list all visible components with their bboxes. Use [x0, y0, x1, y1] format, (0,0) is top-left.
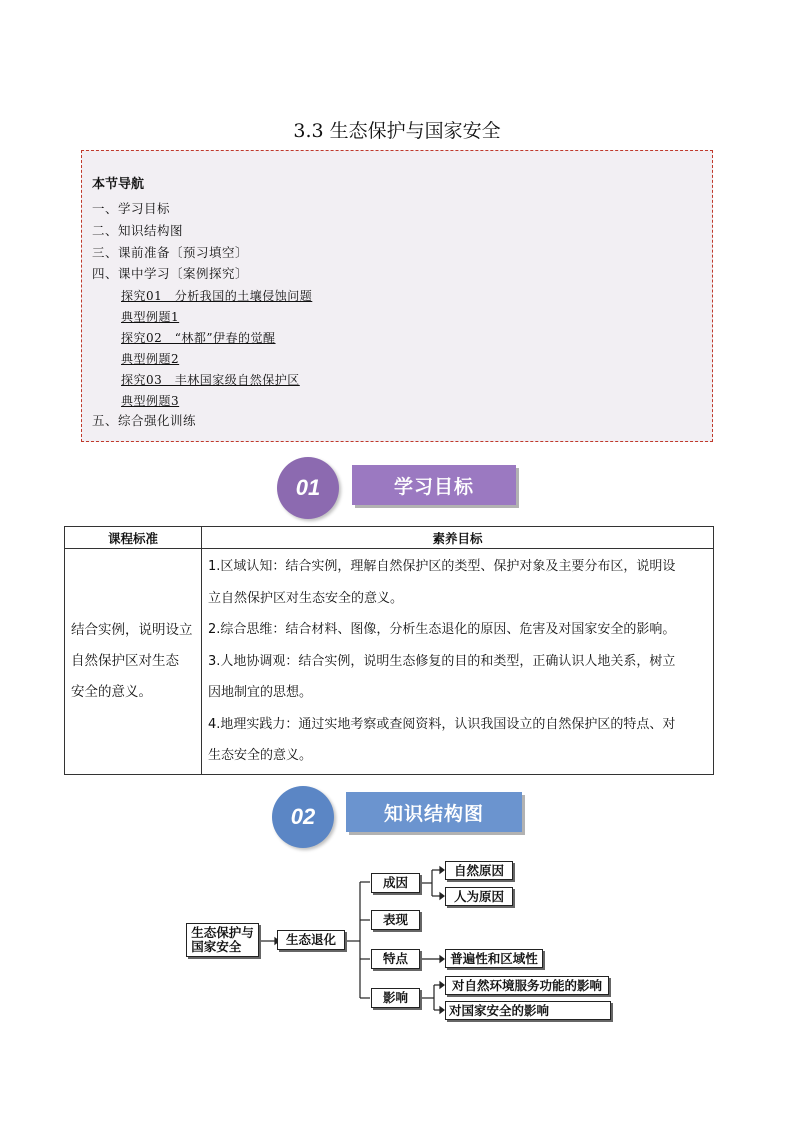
map-root-line: 国家安全 — [191, 939, 242, 954]
nav-item-training[interactable]: 五、综合强化训练 — [92, 413, 197, 428]
section-navigation-box — [81, 150, 713, 442]
table-header-standard: 课程标准 — [65, 527, 202, 549]
map-node-impact: 影响 — [371, 988, 420, 1008]
navigation-heading: 本节导航 — [92, 177, 145, 192]
section-01-number: 01 — [277, 457, 339, 519]
map-node-impact-environment: 对自然环境服务功能的影响 — [445, 976, 609, 995]
goal-line: 1.区域认知：结合实例，理解自然保护区的类型、保护对象及主要分布区，说明设 — [208, 559, 676, 574]
nav-item-learning-goals[interactable]: 一、学习目标 — [92, 201, 171, 216]
literacy-goals-cell — [202, 549, 714, 775]
nav-item-preview[interactable]: 三、课前准备〔预习填空〕 — [92, 245, 249, 260]
goal-line: 因地制宜的思想。 — [208, 685, 313, 700]
standard-line: 自然保护区对生态 — [71, 652, 179, 669]
nav-sub-example-3[interactable]: 典型例题3 — [121, 394, 180, 408]
goal-line: 2.综合思维：结合材料、图像，分析生态退化的原因、危害及对国家安全的影响。 — [208, 622, 676, 637]
section-01-label: 学习目标 — [352, 465, 516, 505]
goal-line: 生态安全的意义。 — [208, 748, 313, 763]
nav-item-knowledge-map[interactable]: 二、知识结构图 — [92, 223, 184, 238]
goal-line: 3.人地协调观：结合实例，说明生态修复的目的和类型，正确认识人地关系，树立 — [208, 653, 676, 669]
page-title: 3.3 生态保护与国家安全 — [293, 120, 501, 142]
map-root-line: 生态保护与 — [191, 925, 254, 940]
goal-line: 立自然保护区对生态安全的意义。 — [208, 590, 404, 606]
nav-sub-example-2[interactable]: 典型例题2 — [121, 352, 180, 366]
table-header-literacy-goals: 素养目标 — [202, 527, 714, 549]
nav-sub-explore-01[interactable]: 探究01 分析我国的土壤侵蚀问题 — [121, 289, 313, 303]
nav-item-case-study[interactable]: 四、课中学习〔案例探究〕 — [92, 266, 249, 281]
section-02-label: 知识结构图 — [346, 792, 522, 832]
standard-line: 安全的意义。 — [71, 683, 152, 700]
curriculum-goals-table — [64, 526, 714, 775]
map-node-impact-nation: 对国家安全的影响 — [445, 1001, 611, 1020]
map-node-feature: 特点 — [371, 949, 420, 969]
map-node-natural-cause: 自然原因 — [445, 861, 513, 880]
nav-sub-example-1[interactable]: 典型例题1 — [121, 310, 180, 324]
map-node-human-cause: 人为原因 — [445, 887, 513, 906]
map-node-feature-detail: 普遍性和区域性 — [445, 949, 543, 968]
nav-sub-explore-02[interactable]: 探究02 “林都”伊春的觉醒 — [121, 331, 276, 345]
map-node-manifestation: 表现 — [371, 910, 420, 930]
map-node-ecological-degradation: 生态退化 — [277, 930, 345, 950]
standard-line: 结合实例，说明设立 — [71, 621, 193, 638]
goal-line: 4.地理实践力：通过实地考察或查阅资料，认识我国设立的自然保护区的特点、对 — [208, 716, 676, 732]
map-node-cause: 成因 — [371, 873, 420, 893]
nav-sub-explore-03[interactable]: 探究03 丰林国家级自然保护区 — [121, 373, 300, 387]
map-root-node — [186, 923, 259, 957]
section-02-number: 02 — [272, 786, 334, 848]
curriculum-standard-cell — [65, 549, 202, 775]
